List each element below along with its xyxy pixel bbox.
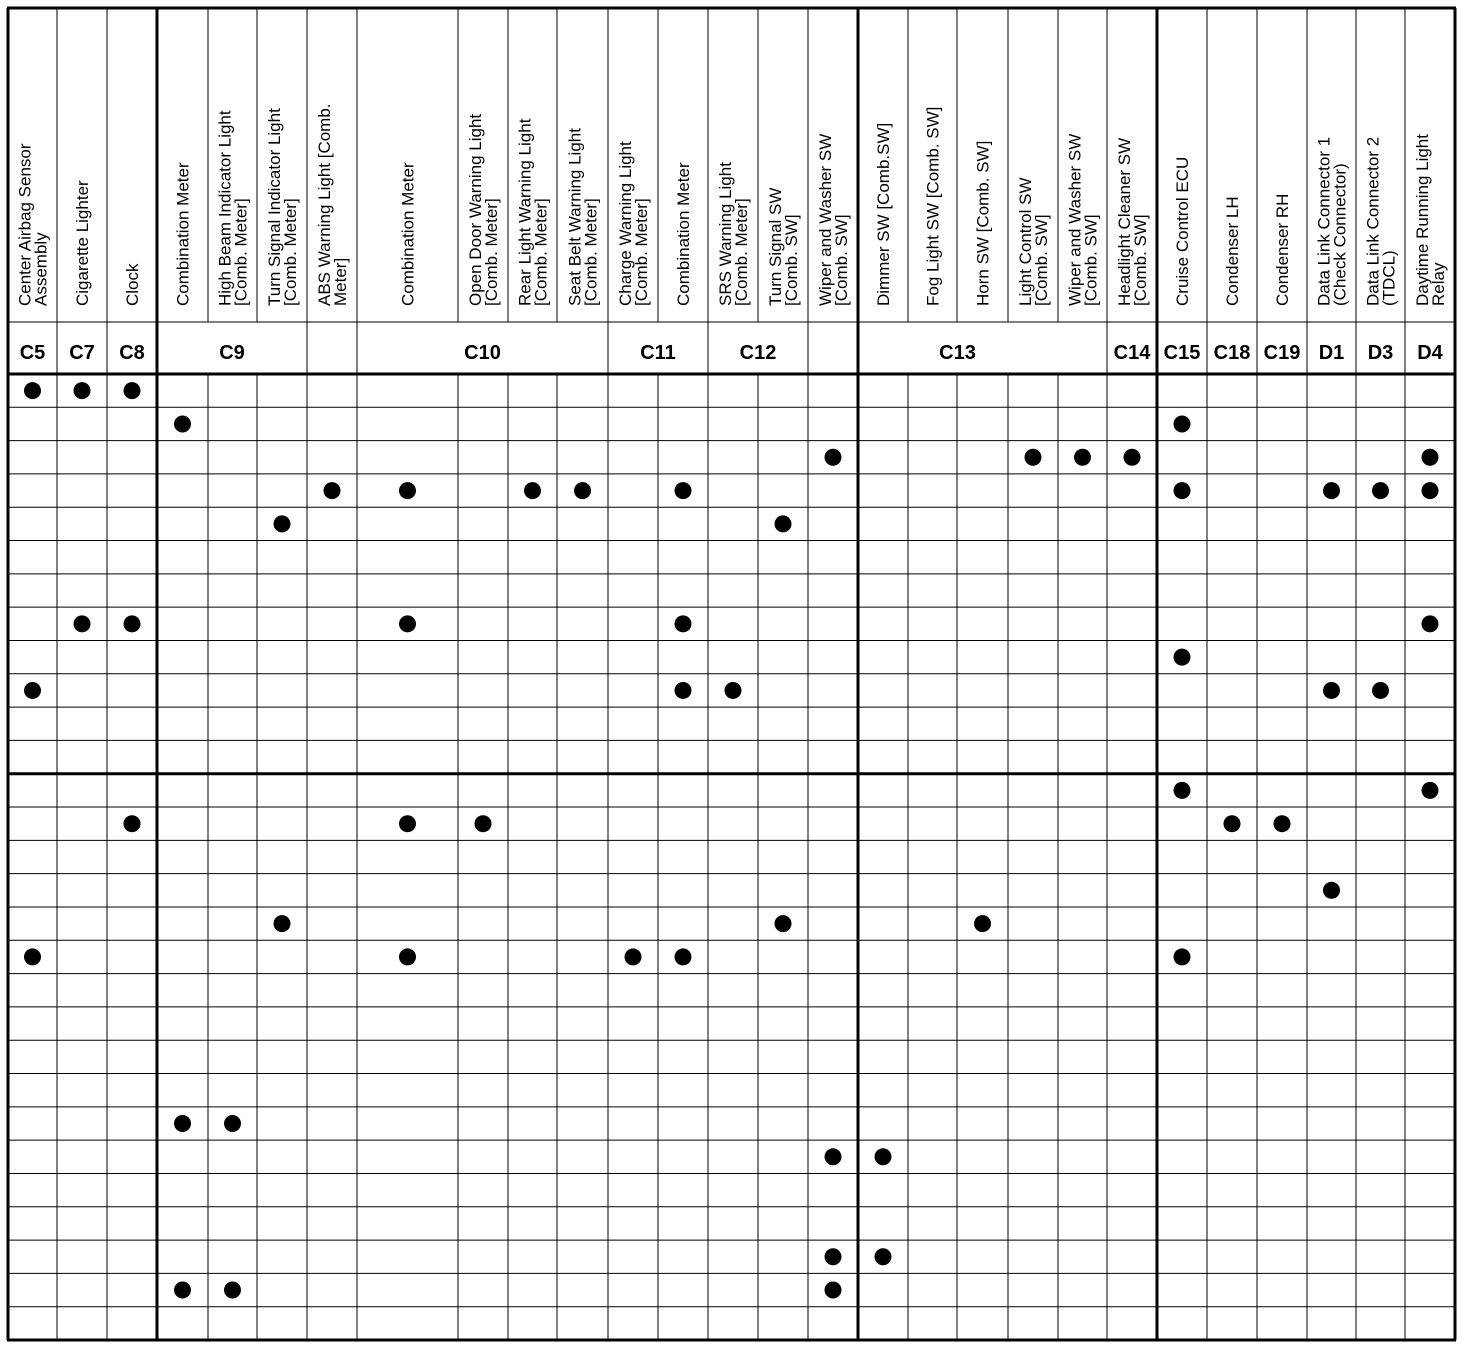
column-header-line: Combination Meter [173,162,193,306]
connection-dot [1124,449,1141,466]
connection-dot [124,815,141,832]
column-header-line: Meter] [331,257,350,306]
column-header-c11-combination-meter [674,162,693,306]
column-header-line: Data Link Connector 2 [1363,136,1383,306]
column-header-line: Condenser LH [1223,196,1242,306]
connection-dot [1323,682,1340,699]
connector-label-c7: C7 [69,342,95,364]
connection-dot [1224,815,1241,832]
column-header-line: [Comb. Meter] [581,198,601,306]
column-header-line: Data Link Connector 1 [1314,136,1334,306]
connection-dot [1074,449,1091,466]
column-header-c10-combination-meter [399,162,418,306]
column-header-line: [Comb. SW] [1131,214,1150,306]
connection-dot [825,1248,842,1265]
column-header-c13-light-control [1016,178,1051,307]
connection-dot [1422,615,1439,632]
column-header-c11-srs-warning [716,162,751,306]
column-header-line: [Comb. Meter] [482,198,501,306]
connection-dot [224,1115,241,1132]
column-header-line: Wiper and Washer SW [1065,133,1085,306]
column-header-c9-turn-signal-ind [265,108,300,306]
column-header-d3-data-link-2 [1364,137,1399,306]
connection-dot [399,948,416,965]
column-header-line: High Beam Indicator Light [215,110,235,306]
column-header-line: Turn Signal Indicator Light [265,108,284,306]
connection-dot [1323,882,1340,899]
column-header-line: [Comb. Meter] [281,198,300,306]
column-header-d4-drl-relay [1413,134,1448,306]
connection-dot [399,815,416,832]
connection-dot [274,915,291,932]
connection-dot [1174,482,1191,499]
connection-dot [274,515,291,532]
column-header-c12-turn-signal-sw [766,188,801,306]
connection-dot [224,1282,241,1299]
connection-dot [1174,948,1191,965]
connection-dot [675,948,692,965]
column-header-c10-charge-warning [616,141,651,306]
connection-dot [399,615,416,632]
column-header-c9-combination-meter [174,162,193,306]
connector-label-c9: C9 [219,342,245,364]
column-header-line: [Comb. Meter] [231,198,251,306]
column-header-line: [Comb. Meter] [732,198,751,306]
column-header-line: [Comb. SW] [1032,214,1051,306]
column-header-c10-seat-belt [566,128,601,306]
column-header-line: (Check Connector) [1330,163,1350,306]
connector-label-d1: D1 [1318,342,1345,364]
column-header-line: Headlight Cleaner SW [1115,137,1134,306]
connector-label-c18: C18 [1213,342,1251,364]
connection-dot [574,482,591,499]
column-header-line: Light Control SW [1016,177,1035,306]
column-header-line: Charge Warning Light [616,141,635,306]
connection-dot [875,1148,892,1165]
connection-dot [1372,682,1389,699]
column-header-line: [Comb. SW] [1081,214,1101,306]
connection-dot [1174,649,1191,666]
column-header-line: Fog Light SW [Comb. SW] [923,106,943,306]
column-header-c8-clock [123,263,142,306]
column-header-line: [Comb. Meter] [531,198,551,306]
connection-dot [825,449,842,466]
connector-label-c10: C10 [464,342,501,364]
connection-dot [1422,449,1439,466]
column-header-line: Daytime Running Light [1413,134,1432,306]
connector-label-c8: C8 [119,342,145,364]
connection-dot [675,482,692,499]
connection-dot [524,482,541,499]
connector-label-c11: C11 [640,342,676,364]
column-header-line: [Comb. SW] [782,214,801,306]
connection-dot [1025,449,1042,466]
connector-label-c12: C12 [739,342,777,364]
connection-dot [675,682,692,699]
connection-dot [974,915,991,932]
connection-dot [324,482,341,499]
column-header-c5-center-airbag [16,143,51,306]
connector-label-d4: D4 [1417,342,1443,364]
connection-dot [825,1282,842,1299]
connection-dot [24,382,41,399]
connection-dot [1174,782,1191,799]
connection-dot [1422,782,1439,799]
column-header-c13-horn [974,141,993,306]
column-header-c15-cruise-ecu [1173,157,1192,306]
column-header-c7-cigarette [73,180,92,306]
column-header-line: Condenser RH [1273,193,1292,306]
column-header-line: Horn SW [Comb. SW] [973,140,993,306]
column-header-c10-open-door [466,114,501,306]
column-header-line: Wiper and Washer SW [816,133,835,306]
column-header-line: Center Airbag Sensor [15,143,35,306]
connection-dot [124,615,141,632]
connection-dot [1174,415,1191,432]
column-header-line: Cruise Control ECU [1173,156,1192,306]
connection-dot [775,915,792,932]
connector-label-d3: D3 [1367,342,1394,364]
column-header-line: ABS Warning Light [Comb. [315,103,334,306]
connection-dot [74,382,91,399]
column-header-c10-rear-light [516,118,551,306]
connection-dot [1274,815,1291,832]
connection-dot [24,682,41,699]
connection-dot [174,415,191,432]
connection-dot [174,1115,191,1132]
connection-dot [174,1282,191,1299]
column-header-line: Assembly [31,232,51,306]
connection-dot [725,682,742,699]
connector-label-c5: C5 [19,342,46,364]
column-header-c13-dimmer [874,123,893,306]
connection-dot [74,615,91,632]
column-header-line: Dimmer SW [Comb.SW] [874,122,893,306]
column-header-line: Relay [1429,262,1448,306]
column-header-c14-headlight-cleaner [1115,138,1150,306]
column-header-c18-condenser-lh [1223,196,1242,306]
column-header-line: Rear Light Warning Light [515,118,535,306]
connection-dot [24,948,41,965]
connection-dot [825,1148,842,1165]
connection-dot [675,615,692,632]
connection-dot [1323,482,1340,499]
column-header-line: SRS Warning Light [716,162,735,306]
connection-dot [475,815,492,832]
column-header-c13-fog-light [924,107,943,306]
column-header-line: [Comb. Meter] [632,198,651,306]
connection-dot [775,515,792,532]
column-header-line: Open Door Warning Light [466,113,485,306]
column-header-c19-condenser-rh [1273,194,1292,306]
column-header-line: Turn Signal SW [766,187,785,306]
connection-dot [1372,482,1389,499]
column-header-line: (TDCL) [1379,250,1399,306]
column-header-line: Cigarette Lighter [73,180,92,306]
column-header-c13-wiper-washer [1066,134,1101,306]
column-header-line: Seat Belt Warning Light [565,128,585,306]
connection-dot [124,382,141,399]
column-header-c12-wiper-washer [816,134,851,306]
column-header-line: [Comb. SW] [832,214,851,306]
column-header-line: Combination Meter [674,162,693,306]
connector-label-c19: C19 [1263,342,1301,364]
connector-label-c14: C14 [1113,342,1151,364]
column-header-line: Clock [123,263,142,306]
connection-dot [399,482,416,499]
connector-label-c15: C15 [1163,342,1201,364]
column-header-line: Combination Meter [398,162,418,306]
connection-dot [625,948,642,965]
column-header-d1-data-link-1 [1315,137,1350,306]
column-header-c9-high-beam [216,110,251,306]
column-header-c9-abs-warning [315,103,350,306]
connection-dot [875,1248,892,1265]
connector-label-c13: C13 [939,342,976,364]
connection-dot [1422,482,1439,499]
